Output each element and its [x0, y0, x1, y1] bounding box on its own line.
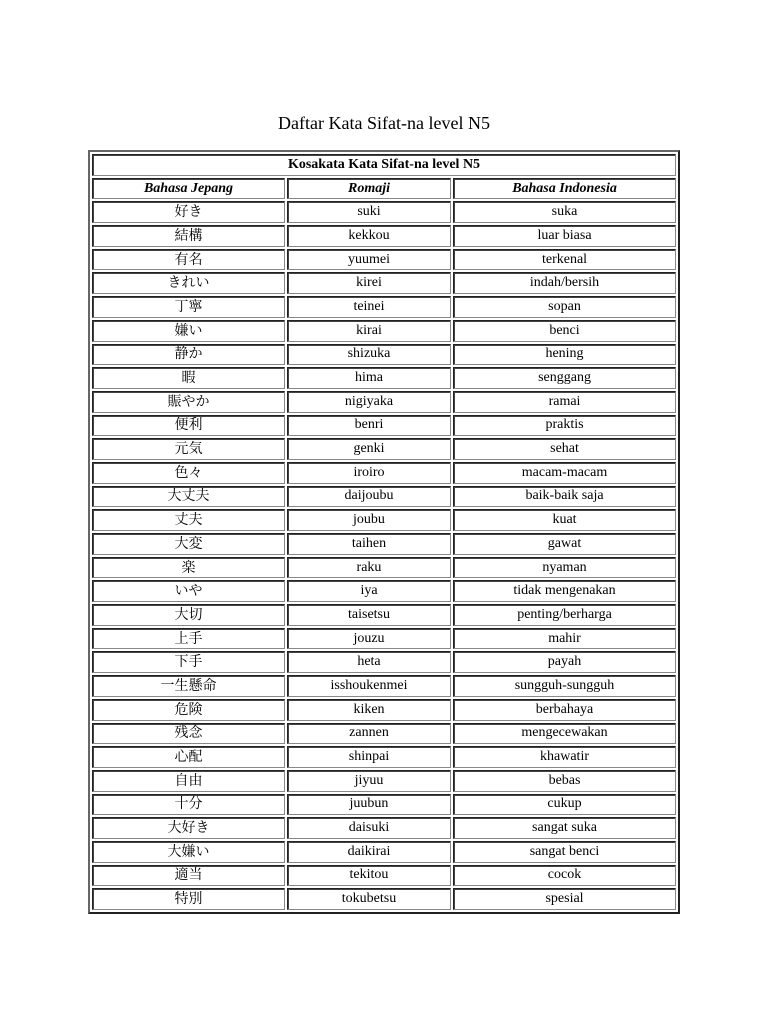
cell-romaji: nigiyaka	[287, 391, 451, 413]
cell-indonesian: terkenal	[453, 249, 676, 271]
cell-indonesian: benci	[453, 320, 676, 342]
cell-japanese: 自由	[92, 770, 285, 792]
vocabulary-table	[88, 150, 680, 914]
cell-romaji: hima	[287, 367, 451, 389]
table-row	[92, 628, 676, 650]
cell-romaji: isshoukenmei	[287, 675, 451, 697]
table-body	[92, 201, 676, 910]
cell-romaji: zannen	[287, 723, 451, 745]
table-row	[92, 296, 676, 318]
cell-japanese: きれい	[92, 272, 285, 294]
cell-japanese: 心配	[92, 746, 285, 768]
cell-romaji: taisetsu	[287, 604, 451, 626]
cell-romaji: kirei	[287, 272, 451, 294]
header-japanese: Bahasa Jepang	[92, 178, 285, 200]
table-caption-row	[92, 154, 676, 176]
cell-romaji: jouzu	[287, 628, 451, 650]
cell-romaji: taihen	[287, 533, 451, 555]
table-row	[92, 557, 676, 579]
table-row	[92, 675, 676, 697]
cell-japanese: 危険	[92, 699, 285, 721]
cell-romaji: kekkou	[287, 225, 451, 247]
table-row	[92, 580, 676, 602]
cell-romaji: daijoubu	[287, 486, 451, 508]
cell-japanese: 好き	[92, 201, 285, 223]
header-romaji: Romaji	[287, 178, 451, 200]
cell-japanese: 嫌い	[92, 320, 285, 342]
cell-indonesian: cukup	[453, 794, 676, 816]
cell-romaji: shinpai	[287, 746, 451, 768]
cell-japanese: 大切	[92, 604, 285, 626]
cell-indonesian: bebas	[453, 770, 676, 792]
cell-romaji: raku	[287, 557, 451, 579]
cell-japanese: 適当	[92, 865, 285, 887]
cell-indonesian: senggang	[453, 367, 676, 389]
table-row	[92, 391, 676, 413]
table-row	[92, 604, 676, 626]
cell-indonesian: baik-baik saja	[453, 486, 676, 508]
cell-japanese: 大好き	[92, 817, 285, 839]
cell-romaji: teinei	[287, 296, 451, 318]
cell-indonesian: khawatir	[453, 746, 676, 768]
cell-indonesian: berbahaya	[453, 699, 676, 721]
table-row	[92, 249, 676, 271]
table-row	[92, 723, 676, 745]
cell-indonesian: payah	[453, 651, 676, 673]
cell-romaji: juubun	[287, 794, 451, 816]
cell-romaji: iya	[287, 580, 451, 602]
header-indonesian: Bahasa Indonesia	[453, 178, 676, 200]
cell-indonesian: luar biasa	[453, 225, 676, 247]
table-row	[92, 817, 676, 839]
cell-indonesian: sangat suka	[453, 817, 676, 839]
table-row	[92, 746, 676, 768]
cell-romaji: genki	[287, 438, 451, 460]
cell-romaji: benri	[287, 415, 451, 437]
cell-japanese: 残念	[92, 723, 285, 745]
cell-japanese: 大変	[92, 533, 285, 555]
cell-indonesian: mengecewakan	[453, 723, 676, 745]
cell-indonesian: penting/berharga	[453, 604, 676, 626]
cell-romaji: jiyuu	[287, 770, 451, 792]
cell-japanese: 楽	[92, 557, 285, 579]
cell-indonesian: kuat	[453, 509, 676, 531]
table-caption: Kosakata Kata Sifat-na level N5	[92, 154, 676, 176]
cell-japanese: 賑やか	[92, 391, 285, 413]
cell-japanese: 大丈夫	[92, 486, 285, 508]
table-row	[92, 415, 676, 437]
cell-indonesian: hening	[453, 344, 676, 366]
page-title: Daftar Kata Sifat-na level N5	[278, 113, 490, 133]
table-row	[92, 201, 676, 223]
table-row	[92, 225, 676, 247]
table-row	[92, 651, 676, 673]
cell-indonesian: tidak mengenakan	[453, 580, 676, 602]
table-row	[92, 486, 676, 508]
table-row	[92, 865, 676, 887]
cell-romaji: suki	[287, 201, 451, 223]
cell-japanese: 一生懸命	[92, 675, 285, 697]
cell-romaji: tekitou	[287, 865, 451, 887]
cell-japanese: 元気	[92, 438, 285, 460]
cell-indonesian: ramai	[453, 391, 676, 413]
cell-romaji: daikirai	[287, 841, 451, 863]
table-header-row	[92, 178, 676, 200]
table-row	[92, 794, 676, 816]
table-row	[92, 462, 676, 484]
table-row	[92, 509, 676, 531]
table-row	[92, 272, 676, 294]
cell-japanese: 便利	[92, 415, 285, 437]
table-row	[92, 699, 676, 721]
cell-romaji: iroiro	[287, 462, 451, 484]
cell-indonesian: gawat	[453, 533, 676, 555]
cell-romaji: heta	[287, 651, 451, 673]
cell-japanese: 下手	[92, 651, 285, 673]
cell-japanese: 十分	[92, 794, 285, 816]
cell-indonesian: spesial	[453, 888, 676, 910]
table-row	[92, 770, 676, 792]
cell-japanese: 暇	[92, 367, 285, 389]
table-row	[92, 438, 676, 460]
cell-indonesian: sehat	[453, 438, 676, 460]
table-row	[92, 320, 676, 342]
cell-japanese: 静か	[92, 344, 285, 366]
cell-indonesian: suka	[453, 201, 676, 223]
cell-indonesian: mahir	[453, 628, 676, 650]
cell-romaji: kiken	[287, 699, 451, 721]
table-row	[92, 841, 676, 863]
cell-indonesian: indah/bersih	[453, 272, 676, 294]
cell-indonesian: macam-macam	[453, 462, 676, 484]
cell-romaji: yuumei	[287, 249, 451, 271]
cell-indonesian: sangat benci	[453, 841, 676, 863]
cell-romaji: joubu	[287, 509, 451, 531]
cell-indonesian: sopan	[453, 296, 676, 318]
cell-indonesian: nyaman	[453, 557, 676, 579]
cell-japanese: いや	[92, 580, 285, 602]
cell-japanese: 結構	[92, 225, 285, 247]
cell-indonesian: cocok	[453, 865, 676, 887]
cell-japanese: 上手	[92, 628, 285, 650]
cell-japanese: 色々	[92, 462, 285, 484]
cell-japanese: 丈夫	[92, 509, 285, 531]
table-row	[92, 533, 676, 555]
cell-indonesian: sungguh-sungguh	[453, 675, 676, 697]
cell-romaji: tokubetsu	[287, 888, 451, 910]
cell-japanese: 大嫌い	[92, 841, 285, 863]
cell-japanese: 丁寧	[92, 296, 285, 318]
cell-romaji: daisuki	[287, 817, 451, 839]
cell-japanese: 特別	[92, 888, 285, 910]
table-row	[92, 344, 676, 366]
cell-romaji: kirai	[287, 320, 451, 342]
cell-indonesian: praktis	[453, 415, 676, 437]
cell-japanese: 有名	[92, 249, 285, 271]
table-row	[92, 888, 676, 910]
table-row	[92, 367, 676, 389]
cell-romaji: shizuka	[287, 344, 451, 366]
